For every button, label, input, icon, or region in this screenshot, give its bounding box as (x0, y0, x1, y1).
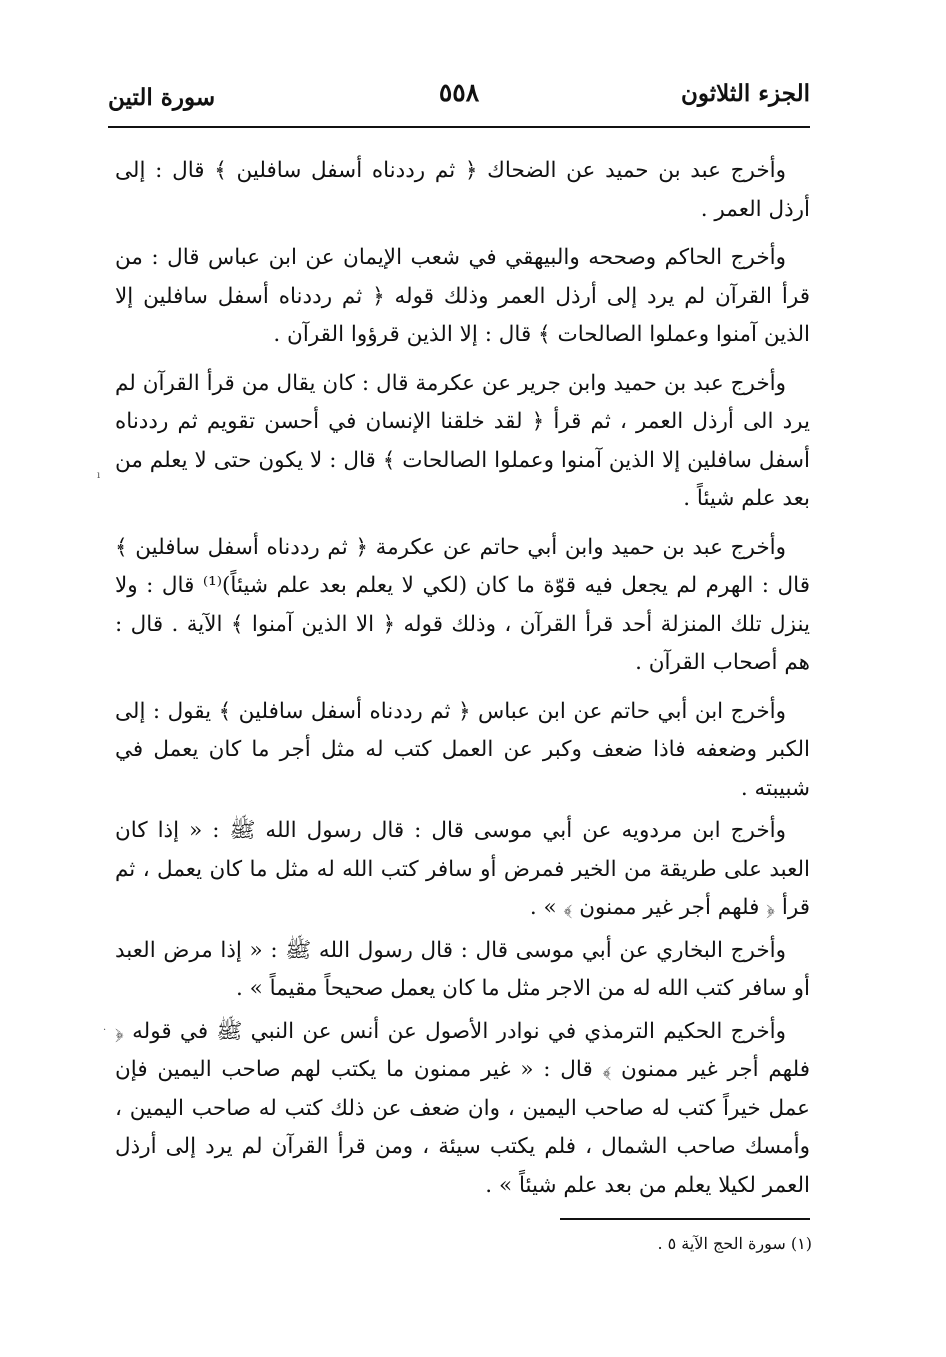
page-header (108, 70, 810, 122)
header-divider (108, 126, 810, 128)
page-number: ٥٥٨ (438, 78, 480, 107)
paragraph-3: وأخرج عبد بن حميد وابن جرير عن عكرمة قال : كان يقال من قرأ القرآن لم يرد الى أرذل العمر ، ثم قرأ ﴿ لقد خلقنا الإنسان في أحسن تقويم ثم رددناه أسفل سافلين إلا الذين آمنوا وعملوا الصالحات ﴾ قال : لا يكون حتى لا يعلم من بعد علم شيئاً . (115, 370, 810, 511)
paragraph-4: وأخرج عبد بن حميد وابن أبي حاتم عن عكرمة ﴿ ثم رددناه أسفل سافلين ﴾ قال : الهرم لم يجعل فيه قوّة ما كان (لكي لا يعلم بعد علم شيئاً)⁽¹⁾ قال : ولا ينزل تلك المنزلة أحد قرأ القرآن ، وذلك قوله ﴿ الا الذين آمنوا ﴾ الآية . قال : هم أصحاب القرآن . (115, 534, 810, 675)
page-body (115, 152, 810, 1209)
paragraph-8: وأخرج الحكيم الترمذي في نوادر الأصول عن أنس عن النبي ﷺ في قوله ﴿ فلهم أجر غير ممنون ﴾ قال : « غير ممنون ما يكتب لهم صاحب اليمين فإن عمل خيراً كتب له صاحب اليمين ، وان ضعف عن ذلك كتب له صاحب اليمين ، وأمسك صاحب الشمال ، فلم يكتب سيئة ، ومن قرأ القرآن لم يرد إلى أرذل العمر لكيلا يعلم من بعد علم شيئاً » . (115, 1018, 810, 1198)
paragraph-1: وأخرج عبد بن حميد عن الضحاك ﴿ ثم رددناه أسفل سافلين ﴾ قال : إلى أرذل العمر . (115, 158, 810, 222)
paragraph-6: وأخرج ابن مردويه عن أبي موسى قال : قال رسول الله ﷺ : « إذا كان العبد على طريقة من الخير فمرض أو سافر كتب الله له مثل ما كان يعمل ، ثم قرأ ﴿ فلهم أجر غير ممنون ﴾ » . (115, 818, 810, 920)
footnote-divider (560, 1218, 810, 1220)
footnote: (١) سورة الحج الآية ٥ . (657, 1234, 812, 1253)
part-title: الجزء الثلاثون (681, 80, 810, 107)
paragraph-2: وأخرج الحاكم وصححه والبيهقي في شعب الإيمان عن ابن عباس قال : من قرأ القرآن لم يرد إلى أرذل العمر وذلك قوله ﴿ ثم رددناه أسفل سافلين إلا الذين آمنوا وعملوا الصالحات ﴾ قال : إلا الذين قرؤوا القرآن . (115, 245, 810, 347)
paragraph-5: وأخرج ابن أبي حاتم عن ابن عباس ﴿ ثم رددناه أسفل سافلين ﴾ يقول : إلى الكبر وضعفه فاذا ضعف وكبر عن العمل كتب له مثل أجر ما كان يعمل في شبيبته . (115, 698, 810, 801)
surah-title: سورة التين (108, 84, 216, 111)
paragraph-7: وأخرج البخاري عن أبي موسى قال : قال رسول الله ﷺ : « إذا مرض العبد أو سافر كتب الله له من الاجر مثل ما كان يعمل صحيحاً مقيماً » . (115, 937, 810, 1001)
scan-speck: ı (97, 470, 101, 481)
scan-speck: · (103, 1025, 107, 1036)
